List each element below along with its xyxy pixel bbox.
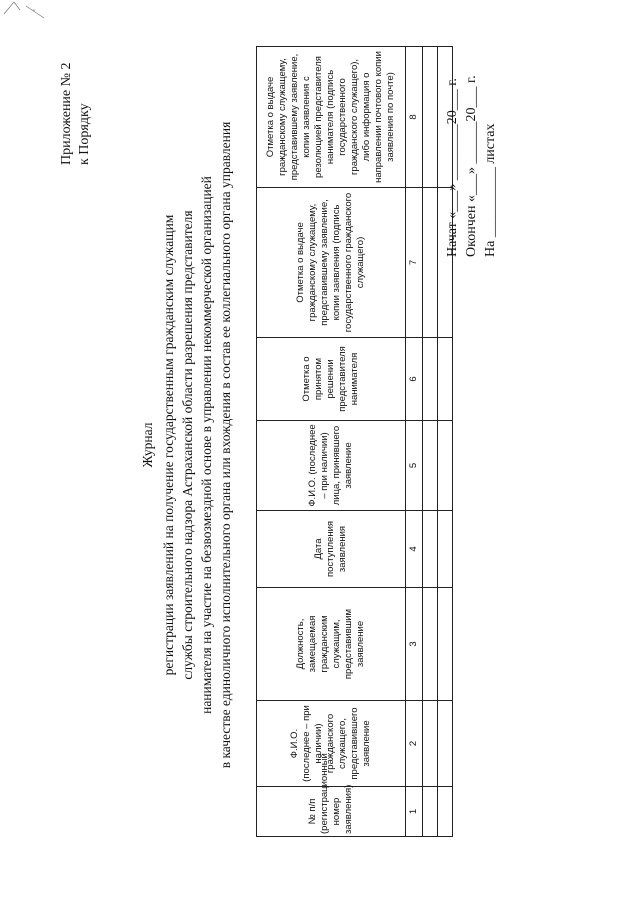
column-number: 3 xyxy=(406,588,423,701)
table-cell xyxy=(423,511,438,588)
table-cell xyxy=(423,188,438,338)
table-header-cell: Ф.И.О. (последнее – при наличии) лица, принявшего заявление xyxy=(257,421,406,511)
table-header-cell: Отметка о выдаче гражданскому служащему, представившему заявление, копии заявления (подпись государственного гражданского служащего) xyxy=(257,188,406,338)
table-cell xyxy=(438,338,453,421)
appendix-label xyxy=(58,63,94,166)
title-line: службы строительного надзора Астраханской области разрешения представителя xyxy=(180,210,195,680)
table-cell xyxy=(423,338,438,421)
appendix-number: Приложение № 2 xyxy=(59,62,74,165)
table-header-cell: Отметка о выдаче гражданскому служащему, представившему заявление, копии заявления с резолюцией представителя нанимателя (подпись государственного гражданского служащего), либо информация о направлении почтового копии заявления по почте) xyxy=(257,47,406,188)
column-number: 1 xyxy=(406,787,423,837)
table-cell xyxy=(423,787,438,837)
table-cell xyxy=(423,47,438,188)
journal-title xyxy=(138,75,235,815)
title-line: регистрации заявлений на получение государственным гражданским служащим xyxy=(161,214,176,676)
table-header-cell: № п/п (регистрационный номер заявления) xyxy=(257,787,406,837)
journal-word: Журнал xyxy=(140,422,155,468)
table-cell xyxy=(438,588,453,701)
column-number: 5 xyxy=(406,421,423,511)
table-header-cell: Отметка о принятом решении представителя нанимателя xyxy=(257,338,406,421)
registration-table xyxy=(256,46,453,837)
table-cell xyxy=(438,701,453,787)
appendix-reference: к Порядку xyxy=(77,103,92,165)
column-number: 4 xyxy=(406,511,423,588)
table-cell xyxy=(438,787,453,837)
table-cell xyxy=(423,421,438,511)
table-header-cell: Должность, замещаемая гражданским служащим, представившим заявление xyxy=(257,588,406,701)
table-row xyxy=(423,47,438,837)
table-cell xyxy=(438,511,453,588)
finished-date-line: Окончен «___» ______20___ г. xyxy=(464,75,479,257)
journal-counters xyxy=(443,75,500,257)
column-number: 8 xyxy=(406,47,423,188)
table-cell xyxy=(423,588,438,701)
title-line: в качестве единоличного исполнительного органа или вхождения в состав ее коллегиального органа управления xyxy=(218,121,233,769)
column-number: 2 xyxy=(406,701,423,787)
table-cell xyxy=(423,701,438,787)
column-number-row xyxy=(406,47,423,837)
table-header-cell: Ф.И.О. (последнее – при наличии) гражданского служащего, представившего заявление xyxy=(257,701,406,787)
table-header-cell: Дата поступления заявления xyxy=(257,511,406,588)
table-cell xyxy=(438,421,453,511)
table-header-row xyxy=(257,47,406,837)
title-line: нанимателя на участие на безвозмездной основе в управлении некоммерческой организацией xyxy=(199,176,214,714)
column-number: 7 xyxy=(406,188,423,338)
column-number: 6 xyxy=(406,338,423,421)
sheet-count-line: На __________ листах xyxy=(483,123,498,257)
started-date-line: Начат «___» ________20___ г. xyxy=(445,78,460,257)
